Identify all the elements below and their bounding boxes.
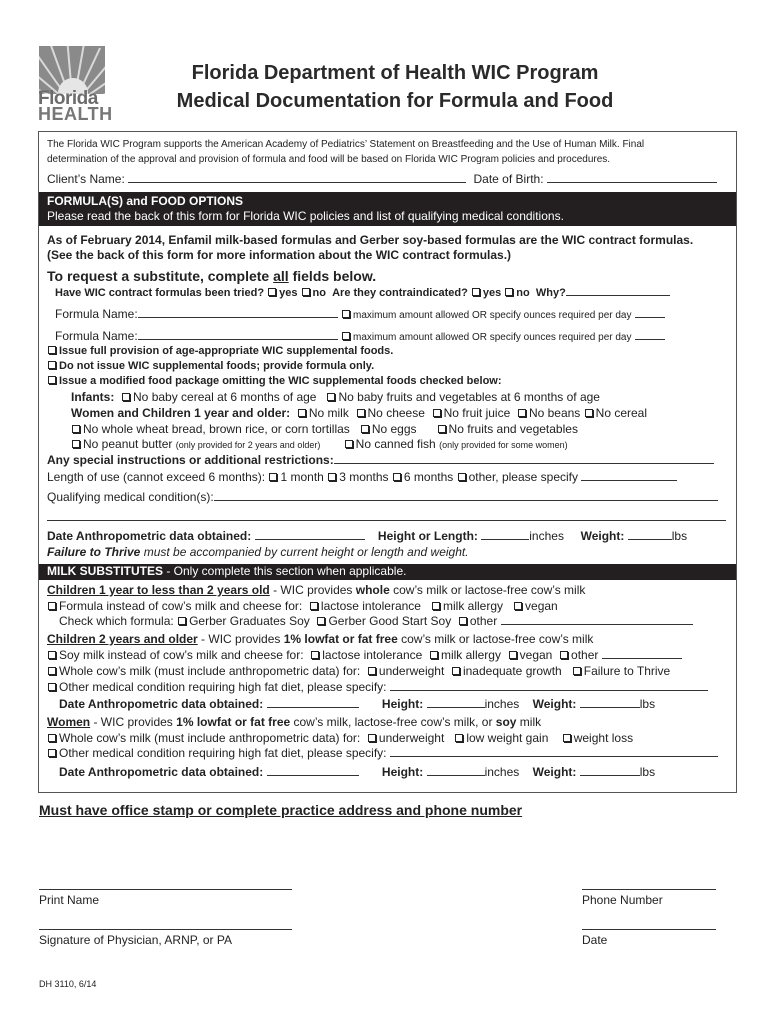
ounces-1-field[interactable] xyxy=(635,307,665,318)
weight-field[interactable] xyxy=(628,529,672,540)
w-anthro-date-field[interactable] xyxy=(267,765,359,776)
whole-women-row: Whole cow’s milk (must include anthropometric data) for: underweight low weight gain weight loss xyxy=(47,731,730,746)
c1-allergy-checkbox[interactable] xyxy=(432,602,440,610)
signature-label: Signature of Physician, ARNP, or PA xyxy=(39,933,232,947)
c2-inadequate-checkbox[interactable] xyxy=(452,667,460,675)
tried-no-checkbox[interactable] xyxy=(302,288,310,296)
contra-question: Are they contraindicated? xyxy=(332,287,468,299)
no-beans-checkbox[interactable] xyxy=(518,409,526,417)
gerber-good-checkbox[interactable] xyxy=(317,617,325,625)
formula-name-1-field[interactable] xyxy=(138,307,338,318)
length-3-month-checkbox[interactable] xyxy=(328,473,336,481)
why-field[interactable] xyxy=(566,285,670,296)
peanut-row: No peanut butter (only provided for 2 years and older) No canned fish (only provided for some women) xyxy=(71,437,730,453)
infants-row: Infants: No baby cereal at 6 months of age No baby fruits and vegetables at 6 months of age xyxy=(71,390,600,404)
phone-field[interactable] xyxy=(582,889,716,890)
qualifying-row-2 xyxy=(47,510,730,525)
print-name-label: Print Name xyxy=(39,893,100,907)
w-whole-checkbox[interactable] xyxy=(48,734,56,742)
ounces-2-field[interactable] xyxy=(635,329,665,340)
client-row xyxy=(47,172,730,187)
c2-lactose-checkbox[interactable] xyxy=(311,651,319,659)
max-amount-2-checkbox[interactable] xyxy=(342,332,350,340)
length-1-month-checkbox[interactable] xyxy=(269,473,277,481)
w-weight-loss-checkbox[interactable] xyxy=(563,734,571,742)
w-height-field[interactable] xyxy=(427,765,485,776)
no-milk-checkbox[interactable] xyxy=(298,409,306,417)
c2-vegan-checkbox[interactable] xyxy=(509,651,517,659)
contra-yes-checkbox[interactable] xyxy=(472,288,480,296)
contra-no-checkbox[interactable] xyxy=(505,288,513,296)
milk-section-header: MILK SUBSTITUTES - Only complete this section when applicable. xyxy=(39,564,736,580)
formula-name-2-field[interactable] xyxy=(138,329,338,340)
anthro-row: Date Anthropometric data obtained: Height or Length: inches Weight: lbs xyxy=(47,529,688,543)
c2-other-medical-field[interactable] xyxy=(390,680,708,691)
signature-field[interactable] xyxy=(39,929,292,930)
length-other-checkbox[interactable] xyxy=(458,473,466,481)
w-anthro-row: Date Anthropometric data obtained: Height: inches Weight: lbs xyxy=(59,765,656,779)
intro-line-2: determination of the approval and provision of formula and food will be based on Florida WIC Program policies and procedures. xyxy=(47,154,611,165)
date-field[interactable] xyxy=(582,929,716,930)
height-length-field[interactable] xyxy=(481,529,529,540)
qualifying-field[interactable] xyxy=(214,490,718,501)
women-children-row: Women and Children 1 year and older: No milk No cheese No fruit juice No beans No cereal xyxy=(71,406,648,420)
intro-line-1: The Florida WIC Program supports the American Academy of Pediatrics’ Statement on Breastfeeding and the Use of Human Milk. Final xyxy=(47,139,645,150)
formula-name-row-2: Formula Name: maximum amount allowed OR specify ounces required per day xyxy=(55,329,730,345)
special-row: Any special instructions or additional restrictions: xyxy=(47,453,730,468)
page-title: Florida Department of Health WIC Program xyxy=(191,62,599,84)
gerber-grad-checkbox[interactable] xyxy=(178,617,186,625)
formula-section-subtitle: Please read the back of this form for Florida WIC policies and list of qualifying medical conditions. xyxy=(47,209,564,223)
length-other-field[interactable] xyxy=(581,470,677,481)
max-amount-1-checkbox[interactable] xyxy=(342,310,350,318)
w-other-medical-field[interactable] xyxy=(390,746,718,757)
c2-height-field[interactable] xyxy=(427,697,485,708)
tried-yes-checkbox[interactable] xyxy=(268,288,276,296)
c2-other-checkbox[interactable] xyxy=(560,651,568,659)
client-name-label: Client’s Name: xyxy=(47,172,125,186)
tried-row: Have WIC contract formulas been tried? yes no Are they contraindicated? yes no Why? xyxy=(55,285,730,301)
date-label: Date xyxy=(582,933,608,947)
no-wheat-checkbox[interactable] xyxy=(72,425,80,433)
w-low-gain-checkbox[interactable] xyxy=(455,734,463,742)
opt-none-row: Do not issue WIC supplemental foods; provide formula only. xyxy=(47,359,730,374)
formula-name-row-1: Formula Name: maximum amount allowed OR specify ounces required per day xyxy=(55,307,730,323)
c2-soy-checkbox[interactable] xyxy=(48,651,56,659)
opt-none-checkbox[interactable] xyxy=(48,361,56,369)
w-underweight-checkbox[interactable] xyxy=(368,734,376,742)
page-subtitle: Medical Documentation for Formula and Food xyxy=(176,90,614,112)
c1-lactose-checkbox[interactable] xyxy=(310,602,318,610)
dob-label: Date of Birth: xyxy=(473,172,544,186)
c2-allergy-checkbox[interactable] xyxy=(430,651,438,659)
contract-notice-2: (See the back of this form for more information about the WIC contract formulas.) xyxy=(47,248,512,262)
c2-other-medical-row: Other medical condition requiring high fat diet, please specify: xyxy=(47,680,730,695)
formula-section-header xyxy=(39,192,736,226)
check-formula-other-checkbox[interactable] xyxy=(459,617,467,625)
check-formula-row: Check which formula: Gerber Graduates Soy Gerber Good Start Soy other xyxy=(59,614,730,629)
no-eggs-checkbox[interactable] xyxy=(361,425,369,433)
special-field[interactable] xyxy=(334,453,714,464)
c2-heading-row: Children 2 years and older - WIC provides 1% lowfat or fat free cow’s milk or lactose-free cow’s milk xyxy=(47,632,594,646)
logo-text-health: HEALTH xyxy=(38,104,113,124)
check-formula-other-field[interactable] xyxy=(501,614,693,625)
c2-other-field[interactable] xyxy=(602,648,682,659)
phone-label: Phone Number xyxy=(582,893,663,907)
logo-text-florida: Florida xyxy=(38,88,98,109)
anthro-date-field[interactable] xyxy=(255,529,365,540)
c2-ftt-checkbox[interactable] xyxy=(573,667,581,675)
no-baby-fruits-checkbox[interactable] xyxy=(327,393,335,401)
no-fv-checkbox[interactable] xyxy=(438,425,446,433)
opt-modified-row: Issue a modified food package omitting the WIC supplemental foods checked below: xyxy=(47,374,730,389)
qualifying-field-2[interactable] xyxy=(47,510,726,521)
dob-field[interactable] xyxy=(547,172,717,183)
no-cereal-checkbox[interactable] xyxy=(585,409,593,417)
opt-full-checkbox[interactable] xyxy=(48,346,56,354)
stamp-notice: Must have office stamp or complete practice address and phone number xyxy=(39,802,523,818)
form-box xyxy=(38,131,737,793)
no-juice-checkbox[interactable] xyxy=(433,409,441,417)
opt-modified-checkbox[interactable] xyxy=(48,376,56,384)
whole-children-row: Whole cow’s milk (must include anthropometric data) for: underweight inadequate growth Failure to Thrive xyxy=(47,664,730,679)
w-other-medical-row: Other medical condition requiring high fat diet, please specify: xyxy=(47,746,730,761)
c2-underweight-checkbox[interactable] xyxy=(368,667,376,675)
no-baby-cereal-checkbox[interactable] xyxy=(122,393,130,401)
c1-vegan-checkbox[interactable] xyxy=(514,602,522,610)
tried-question: Have WIC contract formulas been tried? xyxy=(55,287,265,299)
c2-anthro-row: Date Anthropometric data obtained: Height: inches Weight: lbs xyxy=(59,697,656,711)
c1-formula-checkbox[interactable] xyxy=(48,602,56,610)
formula-section-title: FORMULA(S) and FOOD OPTIONS xyxy=(47,194,243,208)
length-6-month-checkbox[interactable] xyxy=(393,473,401,481)
c2-whole-checkbox[interactable] xyxy=(48,667,56,675)
c2-weight-field[interactable] xyxy=(580,697,640,708)
client-name-field[interactable] xyxy=(128,172,466,183)
form-id: DH 3110, 6/14 xyxy=(39,979,97,989)
w-other-medical-checkbox[interactable] xyxy=(48,749,56,757)
c1-heading-row: Children 1 year to less than 2 years old - WIC provides whole cow’s milk or lactose-free cow’s milk xyxy=(47,583,586,597)
no-fish-checkbox[interactable] xyxy=(345,440,353,448)
no-cheese-checkbox[interactable] xyxy=(357,409,365,417)
no-peanut-checkbox[interactable] xyxy=(72,440,80,448)
w-weight-field[interactable] xyxy=(580,765,640,776)
wheat-row: No whole wheat bread, brown rice, or corn tortillas No eggs No fruits and vegetables xyxy=(71,422,730,437)
c2-anthro-date-field[interactable] xyxy=(267,697,359,708)
women-heading-row: Women - WIC provides 1% lowfat or fat free cow’s milk, lactose-free cow’s milk, or soy milk xyxy=(47,715,542,729)
length-row: Length of use (cannot exceed 6 months): 1 month 3 months 6 months other, please specify xyxy=(47,470,730,485)
c2-other-medical-checkbox[interactable] xyxy=(48,683,56,691)
c1-formula-row: Formula instead of cow’s milk and cheese for: lactose intolerance milk allergy vegan xyxy=(47,599,730,614)
qualifying-row: Qualifying medical condition(s): xyxy=(47,490,730,505)
soy-row: Soy milk instead of cow’s milk and cheese for: lactose intolerance milk allergy vegan other xyxy=(47,648,730,663)
contract-notice-1: As of February 2014, Enfamil milk-based formulas and Gerber soy-based formulas are the WIC contract formulas. xyxy=(47,233,694,247)
print-name-field[interactable] xyxy=(39,889,292,890)
ftt-note: Failure to Thrive must be accompanied by current height or length and weight. xyxy=(47,545,469,559)
request-heading: To request a substitute, complete all fields below. xyxy=(47,268,377,284)
opt-full-row: Issue full provision of age-appropriate WIC supplemental foods. xyxy=(47,344,730,359)
